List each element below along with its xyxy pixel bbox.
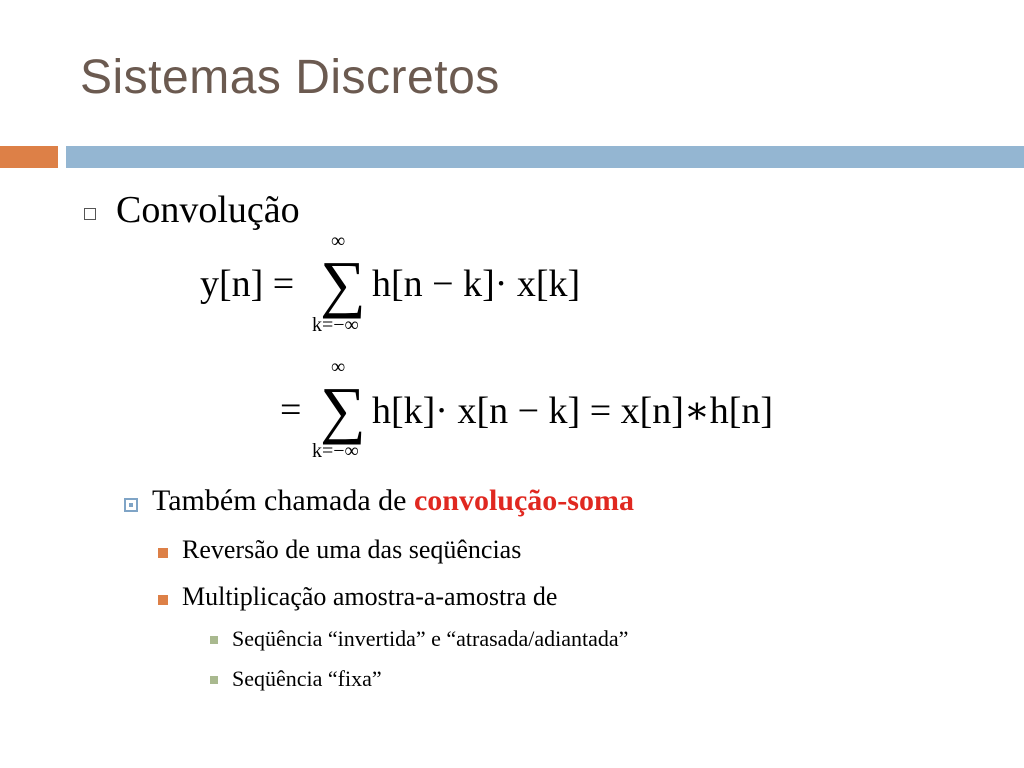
summation-icon: ∑ xyxy=(320,248,366,319)
level3-item: Multiplicação amostra-a-amostra de xyxy=(182,582,558,611)
level4-item: Seqüência “invertida” e “atrasada/adiantada” xyxy=(232,626,629,651)
emphasis-term: convolução-soma xyxy=(413,484,634,517)
accent-bar-blue xyxy=(66,146,1024,168)
equation-1-sum-lower: k=−∞ xyxy=(312,314,359,336)
accent-bar-orange xyxy=(0,146,58,168)
square-bullet-icon xyxy=(124,498,138,512)
equation-2-sum-upper: ∞ xyxy=(331,356,346,378)
square-bullet-icon xyxy=(158,595,168,605)
equation-2-rhs: h[k]· x[n − k] = x[n]∗h[n] xyxy=(372,390,774,432)
square-bullet-icon xyxy=(210,636,218,644)
level4-item: Seqüência “fixa” xyxy=(232,666,382,691)
sub-bullet-prefix: Também chamada de xyxy=(152,484,414,517)
equation-2-lhs: = xyxy=(280,389,302,431)
equation-2-sum-lower: k=−∞ xyxy=(312,440,359,462)
sub-bullet-convolucao-soma xyxy=(152,484,634,518)
equation-1-rhs: h[n − k]· x[k] xyxy=(372,263,581,305)
equation-1-lhs: y[n] = xyxy=(200,263,295,305)
square-bullet-icon xyxy=(158,548,168,558)
slide-title: Sistemas Discretos xyxy=(80,51,500,104)
bullet-convolucao: Convolução xyxy=(116,189,300,231)
summation-icon: ∑ xyxy=(320,374,366,445)
level3-item: Reversão de uma das seqüências xyxy=(182,535,522,564)
square-bullet-icon xyxy=(84,208,96,220)
equation-1-sum-upper: ∞ xyxy=(331,230,346,252)
square-bullet-icon xyxy=(210,676,218,684)
